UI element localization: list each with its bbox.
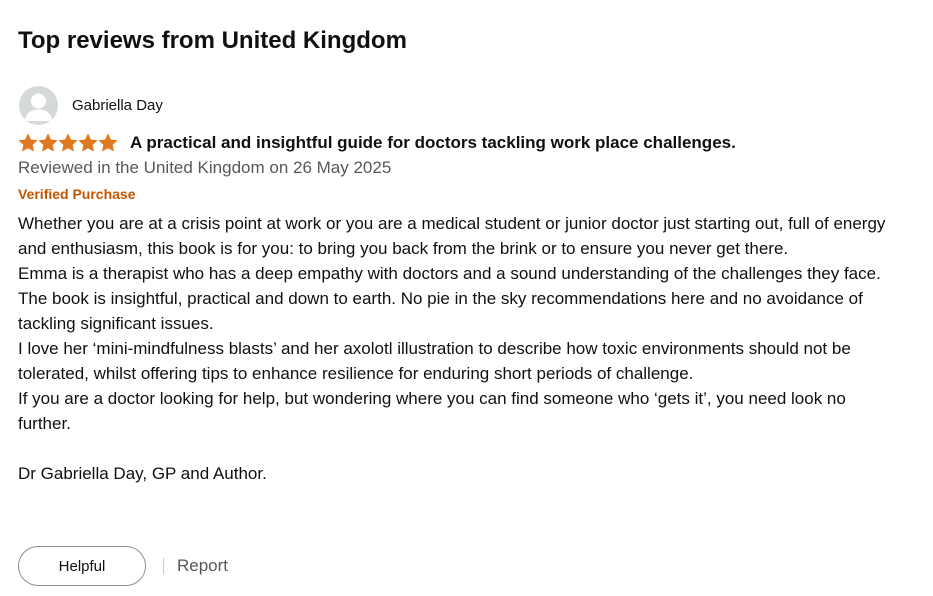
review-title[interactable]: A practical and insightful guide for doctors tackling work place challenges. — [130, 133, 736, 152]
report-link[interactable]: Report — [177, 556, 229, 575]
user-silhouette-icon — [19, 86, 58, 125]
star-icon — [78, 133, 98, 153]
action-divider — [163, 558, 164, 574]
review-actions — [18, 546, 228, 586]
star-icon — [98, 133, 118, 153]
verified-purchase-badge: Verified Purchase — [18, 186, 136, 202]
review-paragraph: Emma is a therapist who has a deep empathy with doctors and a sound understanding of the challenges they face. — [18, 264, 881, 283]
reviewer-profile[interactable] — [19, 86, 163, 125]
star-rating[interactable] — [18, 133, 118, 153]
paragraph-spacer — [18, 436, 898, 461]
review-paragraph: Dr Gabriella Day, GP and Author. — [18, 464, 267, 483]
review-date: Reviewed in the United Kingdom on 26 May 2025 — [18, 158, 392, 177]
review-body — [18, 211, 898, 486]
star-icon — [18, 133, 38, 153]
section-title: Top reviews from United Kingdom — [18, 27, 407, 54]
reviewer-name[interactable]: Gabriella Day — [72, 96, 163, 114]
helpful-button[interactable]: Helpful — [18, 546, 146, 586]
review-paragraph: I love her ‘mini-mindfulness blasts’ and her axolotl illustration to describe how toxic environments should not be tolerated, whilst offering tips to enhance resilience for enduring short periods of challenge. — [18, 339, 851, 383]
review-paragraph: Whether you are at a crisis point at work or you are a medical student or junior doctor just starting out, full of energy and enthusiasm, this book is for you: to bring you back from the brink or to ensure you never get there. — [18, 214, 886, 258]
review-title-row — [18, 132, 736, 154]
review-paragraph: The book is insightful, practical and down to earth. No pie in the sky recommendations here and no avoidance of tackling significant issues. — [18, 289, 863, 333]
review-paragraph: If you are a doctor looking for help, but wondering where you can find someone who ‘gets it’, you need look no further. — [18, 389, 846, 433]
star-icon — [58, 133, 78, 153]
star-icon — [38, 133, 58, 153]
avatar-icon — [19, 86, 58, 125]
